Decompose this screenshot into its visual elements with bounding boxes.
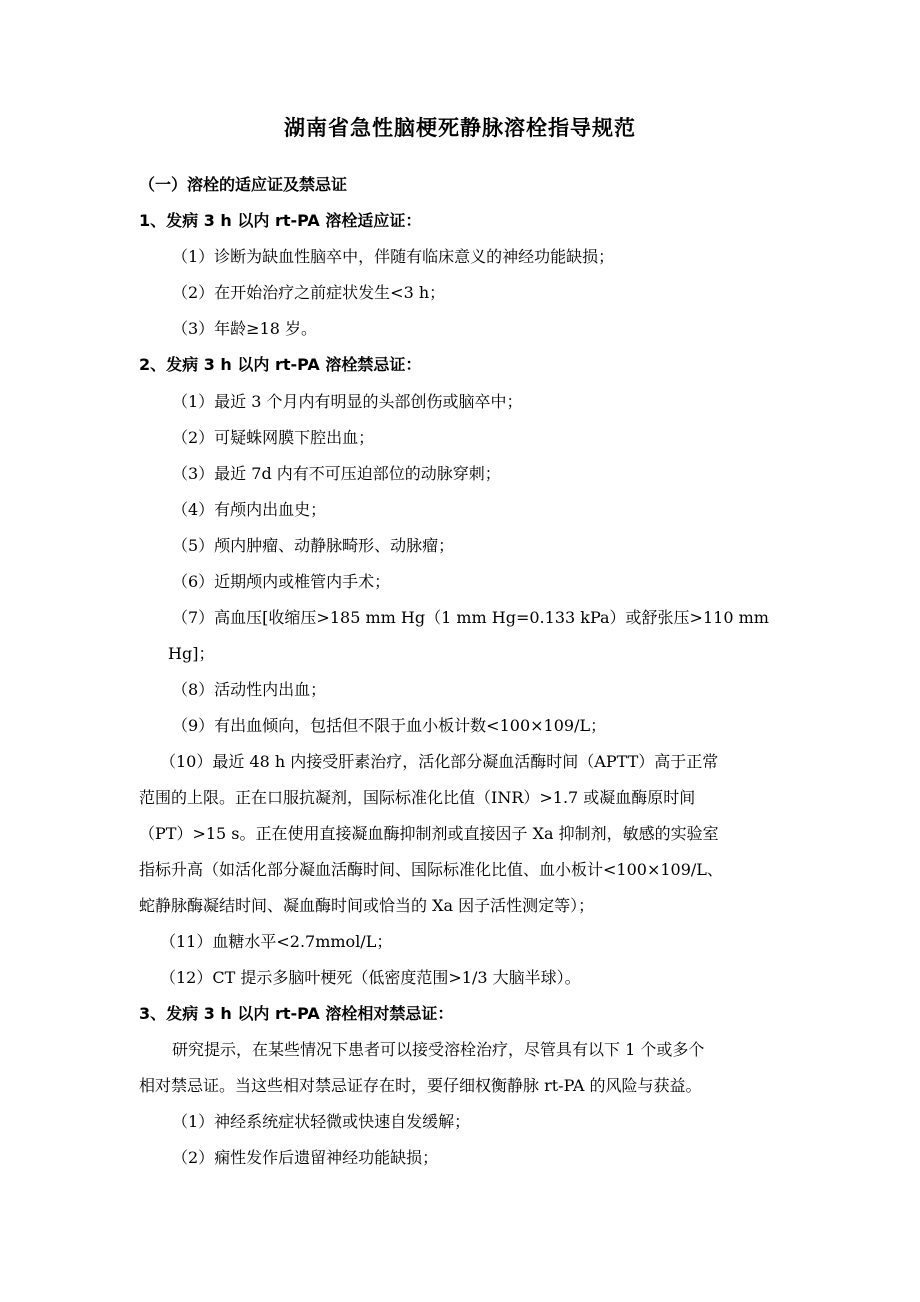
contraindication-item-continued: （PT）>15 s。正在使用直接凝血酶抑制剂或直接因子 Xa 抑制剂，敏感的实验室 [139, 824, 719, 843]
relative-intro: 研究提示，在某些情况下患者可以接受溶栓治疗，尽管具有以下 1 个或多个 [172, 1040, 705, 1059]
contraindications-heading: 2、发病 3 h 以内 rt-PA 溶栓禁忌证： [139, 355, 422, 374]
document-title: 湖南省急性脑梗死静脉溶栓指导规范 [284, 116, 636, 140]
indication-item: （3）年龄≥18 岁。 [172, 319, 318, 338]
contraindication-item: （1）最近 3 个月内有明显的头部创伤或脑卒中； [172, 392, 523, 411]
contraindication-item: （11）血糖水平<2.7mmol/L； [160, 932, 393, 951]
relative-item: （2）痫性发作后遗留神经功能缺损； [172, 1148, 439, 1167]
contraindication-item: （4）有颅内出血史； [172, 500, 327, 519]
contraindication-item: （5）颅内肿瘤、动静脉畸形、动脉瘤； [172, 536, 455, 555]
contraindication-item: （9）有出血倾向，包括但不限于血小板计数<100×109/L； [172, 716, 607, 735]
relative-contraindications-heading: 3、发病 3 h 以内 rt-PA 溶栓相对禁忌证： [139, 1004, 454, 1023]
contraindication-item-continued: 指标升高（如活化部分凝血活酶时间、国际标准化比值、血小板计<100×109/L、 [139, 860, 723, 879]
indication-item: （2）在开始治疗之前症状发生<3 h； [172, 283, 446, 302]
indication-item: （1）诊断为缺血性脑卒中，伴随有临床意义的神经功能缺损； [172, 247, 615, 266]
contraindication-item: （8）活动性内出血； [172, 680, 327, 699]
indications-heading: 1、发病 3 h 以内 rt-PA 溶栓适应证： [139, 211, 422, 230]
contraindication-item: （3）最近 7d 内有不可压迫部位的动脉穿刺； [172, 464, 501, 483]
contraindication-item: （7）高血压[收缩压>185 mm Hg（1 mm Hg=0.133 kPa）或舒张压>110 mm [172, 608, 769, 627]
relative-intro-continued: 相对禁忌证。当这些相对禁忌证存在时，要仔细权衡静脉 rt-PA 的风险与获益。 [139, 1076, 702, 1095]
contraindication-item: （6）近期颅内或椎管内手术； [172, 572, 391, 591]
section-heading: （一）溶栓的适应证及禁忌证 [139, 175, 348, 194]
contraindication-item-continued: 蛇静脉酶凝结时间、凝血酶时间或恰当的 Xa 因子活性测定等）； [139, 896, 595, 915]
contraindication-item-continued: Hg]； [168, 644, 215, 663]
relative-item: （1）神经系统症状轻微或快速自发缓解； [172, 1112, 471, 1131]
contraindication-item: （2）可疑蛛网膜下腔出血； [172, 428, 375, 447]
contraindication-item-continued: 范围的上限。正在口服抗凝剂，国际标准化比值（INR）>1.7 或凝血酶原时间 [139, 788, 696, 807]
contraindication-item: （10）最近 48 h 内接受肝素治疗，活化部分凝血活酶时间（APTT）高于正常 [160, 752, 719, 771]
contraindication-item: （12）CT 提示多脑叶梗死（低密度范围>1/3 大脑半球）。 [160, 968, 581, 987]
